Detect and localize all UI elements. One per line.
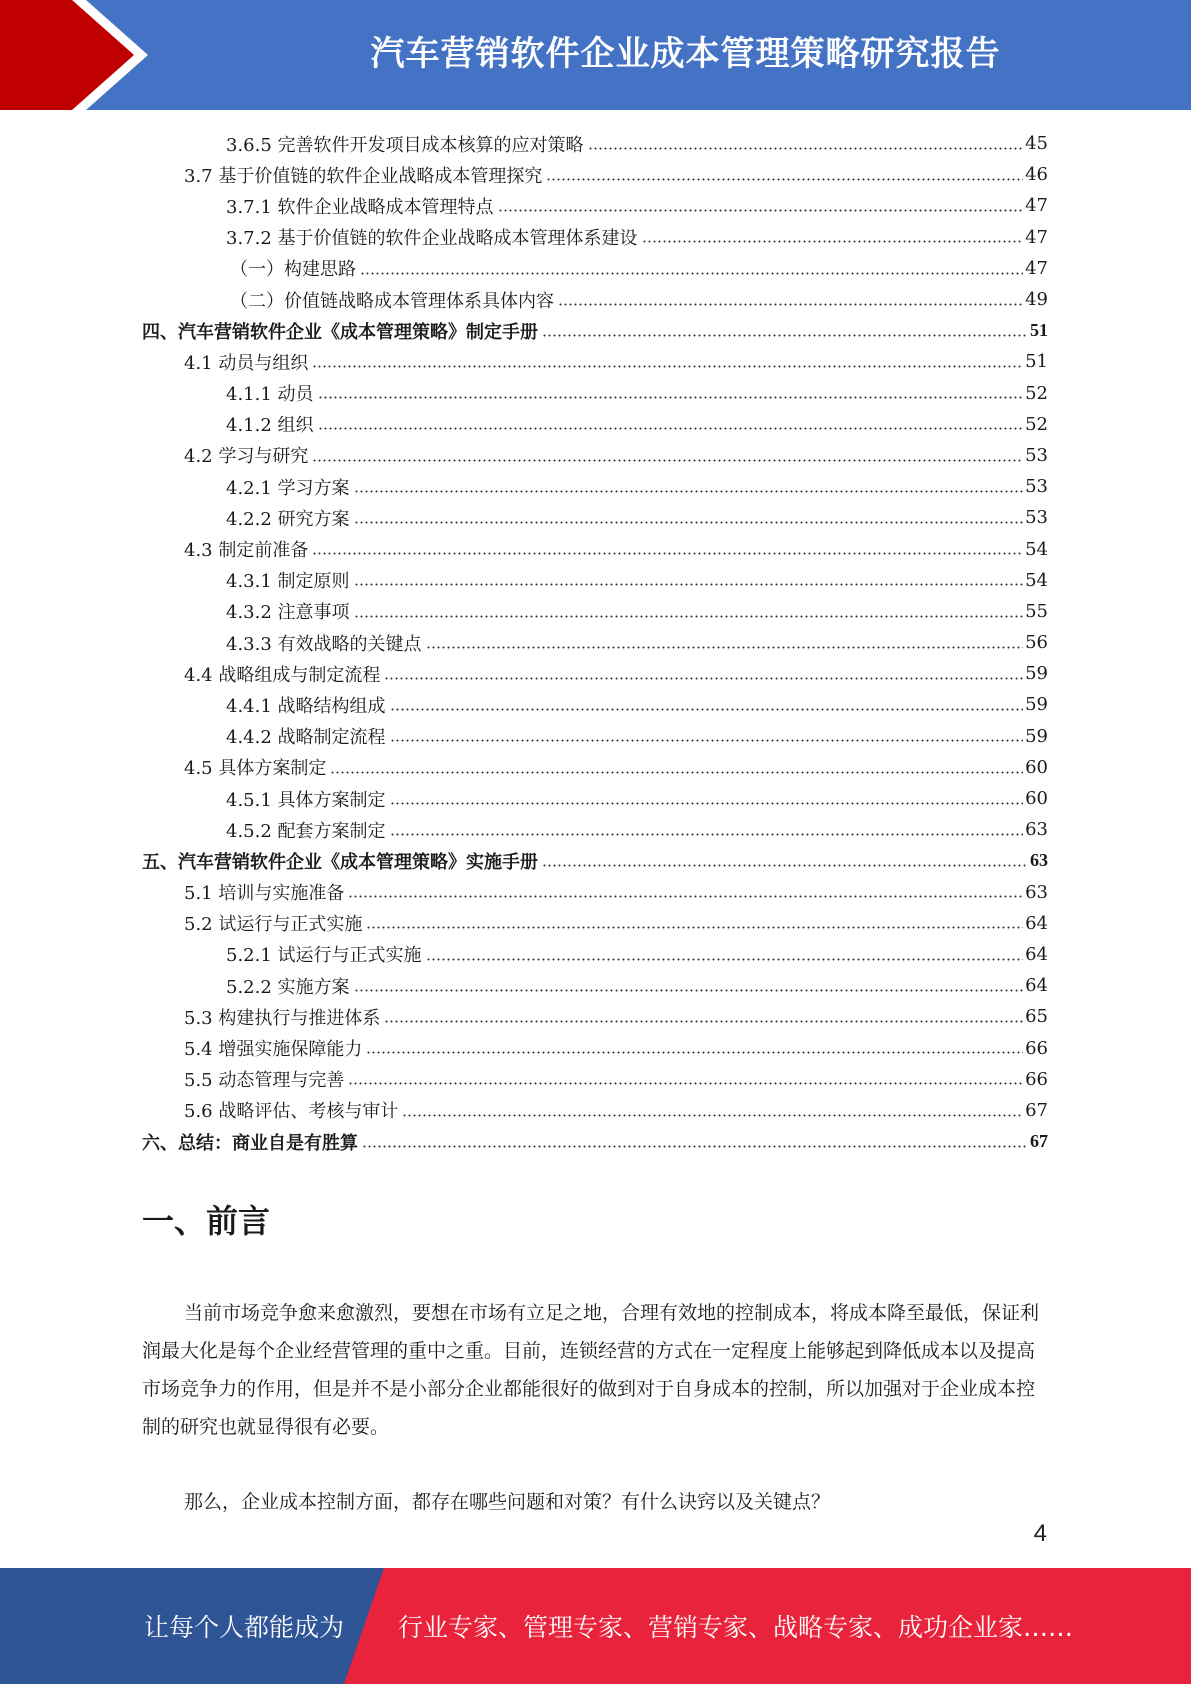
toc-entry[interactable] [142, 970, 1048, 1001]
toc-entry-label: 4.1.2 组织 [226, 415, 314, 437]
toc-leader-dots [312, 533, 1023, 564]
toc-entry-page: 59 [1025, 725, 1048, 747]
toc-leader-dots [360, 253, 1023, 284]
toc-leader-dots [354, 970, 1024, 1001]
toc-leader-dots [390, 783, 1024, 814]
toc-entry-label: 五、汽车营销软件企业《成本管理策略》实施手册 [142, 851, 538, 873]
toc-entry-page: 47 [1025, 226, 1048, 248]
section-heading: 一、前言 [142, 1202, 271, 1240]
toc-entry-page: 64 [1025, 975, 1048, 997]
toc-entry-label: 5.5 动态管理与完善 [184, 1070, 345, 1092]
toc-leader-dots [312, 346, 1023, 377]
toc-entry[interactable] [142, 253, 1048, 284]
toc-entry-page: 49 [1025, 289, 1048, 311]
toc-leader-dots [542, 845, 1028, 876]
toc-entry-label: （二）价值链战略成本管理体系具体内容 [230, 290, 554, 312]
toc-entry[interactable] [142, 627, 1048, 658]
toc-entry[interactable] [142, 1032, 1048, 1063]
toc-entry-page: 46 [1025, 164, 1048, 186]
toc-leader-dots [558, 284, 1023, 315]
toc-leader-dots [588, 128, 1024, 159]
footer-banner [0, 1568, 1191, 1684]
toc-leader-dots [384, 1001, 1023, 1032]
chevron-arrow-icon [0, 0, 160, 110]
toc-leader-dots [362, 1126, 1028, 1157]
toc-entry-label: （一）构建思路 [230, 259, 356, 281]
toc-leader-dots [354, 565, 1024, 596]
toc-entry[interactable] [142, 533, 1048, 564]
toc-entry-label: 4.2 学习与研究 [184, 446, 309, 468]
toc-entry-page: 59 [1025, 694, 1048, 716]
toc-entry[interactable] [142, 814, 1048, 845]
toc-leader-dots [354, 502, 1024, 533]
paragraph: 那么，企业成本控制方面，都存在哪些问题和对策？有什么诀窍以及关键点？ [184, 1491, 831, 1513]
toc-entry-label: 5.2.1 试运行与正式实施 [226, 945, 422, 967]
toc-entry-page: 67 [1030, 1131, 1048, 1152]
toc-entry-label: 4.5.2 配套方案制定 [226, 820, 386, 842]
toc-entry-label: 3.7.2 基于价值链的软件企业战略成本管理体系建设 [226, 228, 638, 250]
table-of-contents [142, 128, 1048, 1157]
toc-entry-page: 52 [1025, 413, 1048, 435]
toc-leader-dots [426, 939, 1024, 970]
toc-leader-dots [390, 814, 1024, 845]
toc-entry[interactable] [142, 1001, 1048, 1032]
toc-leader-dots [642, 222, 1024, 253]
toc-leader-dots [348, 1064, 1023, 1095]
toc-entry[interactable] [142, 315, 1048, 346]
toc-entry[interactable] [142, 1064, 1048, 1095]
toc-entry-label: 4.3 制定前准备 [184, 540, 309, 562]
toc-entry-label: 3.7.1 软件企业战略成本管理特点 [226, 196, 494, 218]
toc-leader-dots [366, 908, 1023, 939]
toc-entry-label: 3.6.5 完善软件开发项目成本核算的应对策略 [226, 134, 584, 156]
toc-entry-label: 4.1 动员与组织 [184, 352, 309, 374]
toc-entry[interactable] [142, 939, 1048, 970]
toc-entry-page: 51 [1025, 351, 1048, 373]
toc-entry-page: 63 [1030, 850, 1048, 871]
toc-entry[interactable] [142, 596, 1048, 627]
toc-entry[interactable] [142, 689, 1048, 720]
toc-entry-label: 5.2 试运行与正式实施 [184, 914, 363, 936]
toc-entry-page: 53 [1025, 507, 1048, 529]
toc-leader-dots [312, 440, 1023, 471]
toc-entry-label: 5.6 战略评估、考核与审计 [184, 1101, 399, 1123]
toc-leader-dots [348, 877, 1023, 908]
toc-entry-page: 53 [1025, 476, 1048, 498]
toc-entry-page: 63 [1025, 819, 1048, 841]
toc-entry[interactable] [142, 128, 1048, 159]
toc-entry-label: 四、汽车营销软件企业《成本管理策略》制定手册 [142, 321, 538, 343]
toc-leader-dots [354, 471, 1024, 502]
toc-entry-label: 4.4.1 战略结构组成 [226, 695, 386, 717]
toc-entry-page: 60 [1025, 756, 1048, 778]
toc-entry[interactable] [142, 159, 1048, 190]
toc-entry-label: 4.4.2 战略制定流程 [226, 727, 386, 749]
page-number: 4 [1033, 1520, 1047, 1547]
toc-entry[interactable] [142, 783, 1048, 814]
toc-entry-page: 66 [1025, 1037, 1048, 1059]
toc-entry-page: 64 [1025, 912, 1048, 934]
toc-entry[interactable] [142, 1095, 1048, 1126]
toc-entry-label: 4.4 战略组成与制定流程 [184, 664, 381, 686]
toc-leader-dots [542, 315, 1028, 346]
toc-entry[interactable] [142, 378, 1048, 409]
toc-leader-dots [318, 409, 1024, 440]
toc-entry-label: 4.2.2 研究方案 [226, 508, 350, 530]
toc-entry[interactable] [142, 471, 1048, 502]
toc-entry[interactable] [142, 752, 1048, 783]
toc-entry[interactable] [142, 284, 1048, 315]
document-title: 汽车营销软件企业成本管理策略研究报告 [370, 34, 1001, 74]
toc-leader-dots [546, 159, 1023, 190]
toc-entry-page: 45 [1025, 133, 1048, 155]
toc-entry[interactable] [142, 908, 1048, 939]
toc-entry-label: 5.4 增强实施保障能力 [184, 1039, 363, 1061]
toc-entry-page: 59 [1025, 663, 1048, 685]
toc-leader-dots [498, 190, 1024, 221]
toc-entry[interactable] [142, 658, 1048, 689]
toc-entry-page: 65 [1025, 1006, 1048, 1028]
toc-entry[interactable] [142, 190, 1048, 221]
toc-entry-page: 54 [1025, 569, 1048, 591]
toc-leader-dots [390, 721, 1024, 752]
toc-entry-label: 4.3.1 制定原则 [226, 571, 350, 593]
toc-entry[interactable] [142, 845, 1048, 876]
toc-leader-dots [402, 1095, 1023, 1126]
toc-entry-page: 66 [1025, 1068, 1048, 1090]
toc-leader-dots [390, 689, 1024, 720]
toc-entry[interactable] [142, 1126, 1048, 1157]
toc-entry-label: 3.7 基于价值链的软件企业战略成本管理探究 [184, 165, 543, 187]
toc-entry-label: 5.2.2 实施方案 [226, 976, 350, 998]
toc-entry[interactable] [142, 565, 1048, 596]
toc-entry-page: 52 [1025, 382, 1048, 404]
toc-entry-label: 六、总结：商业自是有胜算 [142, 1132, 358, 1154]
toc-entry-page: 54 [1025, 538, 1048, 560]
toc-entry-page: 47 [1025, 195, 1048, 217]
footer-slogan-left: 让每个人都能成为 [144, 1613, 345, 1642]
paragraph: 当前市场竞争愈来愈激烈，要想在市场有立足之地，合理有效地的控制成本，将成本降至最低，保证利润最大化是每个企业经营管理的重中之重。目前，连锁经营的方式在一定程度上能够起到降低成本以及提高市场竞争力的作用，但是并不是小部分企业都能很好的做到对于自身成本的控制，所以加强对于企业成本控制的研究也就显得很有必要。 [142, 1302, 1040, 1438]
toc-entry[interactable] [142, 346, 1048, 377]
toc-entry[interactable] [142, 409, 1048, 440]
toc-entry-label: 5.3 构建执行与推进体系 [184, 1007, 381, 1029]
toc-entry-label: 5.1 培训与实施准备 [184, 883, 345, 905]
toc-entry[interactable] [142, 877, 1048, 908]
header-banner [0, 0, 1191, 110]
footer-slogan-right: 行业专家、管理专家、营销专家、战略专家、成功企业家…… [398, 1613, 1074, 1642]
toc-entry-label: 4.5 具体方案制定 [184, 758, 327, 780]
toc-entry[interactable] [142, 721, 1048, 752]
toc-entry-label: 4.5.1 具体方案制定 [226, 789, 386, 811]
toc-leader-dots [426, 627, 1024, 658]
toc-entry-page: 55 [1025, 600, 1048, 622]
toc-leader-dots [354, 596, 1024, 627]
toc-entry[interactable] [142, 502, 1048, 533]
toc-leader-dots [384, 658, 1023, 689]
toc-entry-label: 4.2.1 学习方案 [226, 477, 350, 499]
toc-entry-page: 51 [1030, 320, 1048, 341]
toc-entry-page: 64 [1025, 943, 1048, 965]
toc-entry-page: 60 [1025, 788, 1048, 810]
toc-leader-dots [318, 378, 1024, 409]
toc-entry-label: 4.3.3 有效战略的关键点 [226, 633, 422, 655]
toc-leader-dots [330, 752, 1023, 783]
toc-entry-page: 67 [1025, 1099, 1048, 1121]
toc-entry-page: 56 [1025, 632, 1048, 654]
toc-entry-page: 63 [1025, 881, 1048, 903]
toc-entry[interactable] [142, 440, 1048, 471]
toc-entry-page: 47 [1025, 257, 1048, 279]
toc-entry-label: 4.3.2 注意事项 [226, 602, 350, 624]
toc-entry-label: 4.1.1 动员 [226, 384, 314, 406]
toc-entry-page: 53 [1025, 444, 1048, 466]
toc-leader-dots [366, 1032, 1023, 1063]
toc-entry[interactable] [142, 222, 1048, 253]
